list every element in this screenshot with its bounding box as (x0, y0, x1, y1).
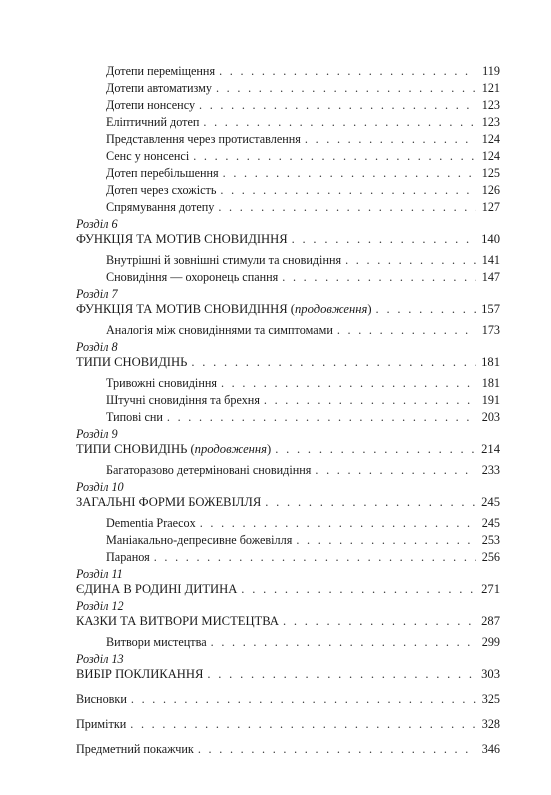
dot-leader (220, 182, 476, 199)
page-number: 123 (481, 115, 500, 129)
entry-title: КАЗКИ ТА ВИТВОРИ МИСТЕЦТВА (76, 614, 279, 628)
page-number: 245 (481, 516, 500, 530)
dot-leader (191, 354, 476, 371)
dot-leader (265, 494, 476, 511)
dot-leader (131, 691, 476, 708)
entry-title: Dementia Praecox (106, 516, 196, 530)
page-number: 203 (481, 410, 500, 424)
page-number: 125 (481, 166, 500, 180)
dot-leader (315, 462, 476, 479)
toc-chapter-title[interactable] (76, 301, 500, 318)
dot-leader (198, 741, 476, 758)
entry-title: ФУНКЦІЯ ТА МОТИВ СНОВИДІННЯ (76, 232, 288, 246)
chapter-label: Розділ 8 (76, 340, 118, 354)
entry-title: Витвори мистецтва (106, 635, 207, 649)
page-number: 140 (481, 232, 500, 246)
toc-subentry[interactable] (76, 392, 500, 409)
toc-subentry[interactable] (76, 182, 500, 199)
entry-title: Дотеп перебільшення (106, 166, 219, 180)
dot-leader (305, 131, 476, 148)
dot-leader (219, 63, 476, 80)
page-number: 253 (481, 533, 500, 547)
page-number: 233 (481, 463, 500, 477)
entry-title: Маніакально-депресивне божевілля (106, 533, 293, 547)
table-of-contents (76, 63, 500, 758)
dot-leader (292, 231, 476, 248)
entry-title: Тривожні сновидіння (106, 376, 217, 390)
dot-leader (282, 269, 476, 286)
toc-chapter-title[interactable] (76, 494, 500, 511)
dot-leader (167, 409, 476, 426)
toc-subentry[interactable] (76, 148, 500, 165)
toc-subentry[interactable] (76, 322, 500, 339)
page-number: 141 (481, 253, 500, 267)
page-number: 123 (481, 98, 500, 112)
entry-title: Еліптичний дотеп (106, 115, 200, 129)
chapter-label: Розділ 12 (76, 599, 124, 613)
dot-leader (199, 97, 476, 114)
page-number: 127 (481, 200, 500, 214)
chapter-label: Розділ 7 (76, 287, 118, 301)
dot-leader (296, 532, 476, 549)
chapter-label: Розділ 11 (76, 567, 123, 581)
page-number: 299 (481, 635, 500, 649)
toc-subentry[interactable] (76, 63, 500, 80)
entry-title: Параноя (106, 550, 150, 564)
page-number: 256 (481, 550, 500, 564)
dot-leader (221, 375, 476, 392)
toc-subentry[interactable] (76, 409, 500, 426)
toc-entry[interactable] (76, 716, 500, 733)
entry-title: Аналогія між сновидіннями та симптомами (106, 323, 333, 337)
toc-subentry[interactable] (76, 97, 500, 114)
toc-entry[interactable] (76, 741, 500, 758)
toc-subentry[interactable] (76, 199, 500, 216)
entry-title: ВИБІР ПОКЛИКАННЯ (76, 667, 204, 681)
toc-subentry[interactable] (76, 634, 500, 651)
entry-title: Сенс у нонсенсі (106, 149, 190, 163)
dot-leader (154, 549, 476, 566)
toc-subentry[interactable] (76, 549, 500, 566)
page-number: 346 (481, 742, 500, 756)
dot-leader (200, 515, 476, 532)
entry-title: Багаторазово детерміновані сновидіння (106, 463, 312, 477)
dot-leader (207, 666, 476, 683)
toc-chapter-title[interactable] (76, 354, 500, 371)
dot-leader (211, 634, 476, 651)
page-number: 124 (481, 132, 500, 146)
toc-subentry[interactable] (76, 114, 500, 131)
page-number: 287 (481, 614, 500, 628)
dot-leader (203, 114, 476, 131)
entry-title: Предметний покажчик (76, 742, 194, 756)
entry-title: Дотеп через схожість (106, 183, 217, 197)
page-number: 121 (481, 81, 500, 95)
page-number: 181 (481, 355, 500, 369)
entry-title: ТИПИ СНОВИДІНЬ (76, 355, 188, 369)
toc-chapter-title[interactable] (76, 231, 500, 248)
entry-title: Спрямування дотепу (106, 200, 215, 214)
entry-title: Висновки (76, 692, 127, 706)
entry-title: ЄДИНА В РОДИНІ ДИТИНА (76, 582, 238, 596)
dot-leader (218, 199, 476, 216)
dot-leader (275, 441, 476, 458)
page-number: 191 (481, 393, 500, 407)
page-number: 147 (481, 270, 500, 284)
dot-leader (130, 716, 476, 733)
entry-title: Примітки (76, 717, 127, 731)
entry-title: Внутрішні й зовнішні стимули та сновидіння (106, 253, 342, 267)
dot-leader (193, 148, 476, 165)
toc-subentry[interactable] (76, 375, 500, 392)
dot-leader (337, 322, 476, 339)
entry-title: Дотепи автоматизму (106, 81, 212, 95)
dot-leader (241, 581, 476, 598)
page-number: 271 (481, 582, 500, 596)
toc-subentry[interactable] (76, 515, 500, 532)
page-number: 245 (481, 495, 500, 509)
toc-entry[interactable] (76, 691, 500, 708)
dot-leader (345, 252, 476, 269)
dot-leader (223, 165, 476, 182)
page-number: 325 (481, 692, 500, 706)
chapter-label: Розділ 10 (76, 480, 124, 494)
page-number: 173 (481, 323, 500, 337)
entry-title: Дотепи переміщення (106, 64, 216, 78)
page-number: 119 (482, 64, 500, 78)
entry-title: Сновидіння — охоронець спання (106, 270, 279, 284)
page-number: 126 (481, 183, 500, 197)
entry-title: Штучні сновидіння та брехня (106, 393, 260, 407)
entry-title: Представлення через протиставлення (106, 132, 301, 146)
entry-note: продовження (294, 302, 368, 316)
entry-title: Дотепи нонсенсу (106, 98, 196, 112)
toc-chapter-title[interactable] (76, 613, 500, 630)
page-number: 303 (481, 667, 500, 681)
toc-subentry[interactable] (76, 252, 500, 269)
toc-subentry[interactable] (76, 165, 500, 182)
chapter-label: Розділ 6 (76, 217, 118, 231)
chapter-label: Розділ 13 (76, 652, 124, 666)
toc-subentry[interactable] (76, 131, 500, 148)
entry-title: ФУНКЦІЯ ТА МОТИВ СНОВИДІННЯ (продовження) (76, 302, 372, 316)
toc-subentry[interactable] (76, 269, 500, 286)
page-number: 157 (481, 302, 500, 316)
entry-title: ТИПИ СНОВИДІНЬ (продовження) (76, 442, 272, 456)
toc-chapter-title[interactable] (76, 441, 500, 458)
dot-leader (376, 301, 476, 318)
entry-title: Типові сни (106, 410, 163, 424)
page-number: 181 (481, 376, 500, 390)
page-number: 124 (481, 149, 500, 163)
entry-note: продовження (194, 442, 268, 456)
entry-title: ЗАГАЛЬНІ ФОРМИ БОЖЕВІЛЛЯ (76, 495, 262, 509)
toc-subentry[interactable] (76, 532, 500, 549)
page-number: 328 (481, 717, 500, 731)
toc-chapter-title[interactable] (76, 666, 500, 683)
page-number: 214 (481, 442, 500, 456)
toc-chapter-title[interactable] (76, 581, 500, 598)
toc-subentry[interactable] (76, 80, 500, 97)
dot-leader (264, 392, 476, 409)
toc-subentry[interactable] (76, 462, 500, 479)
dot-leader (283, 613, 476, 630)
chapter-label: Розділ 9 (76, 427, 118, 441)
dot-leader (216, 80, 476, 97)
